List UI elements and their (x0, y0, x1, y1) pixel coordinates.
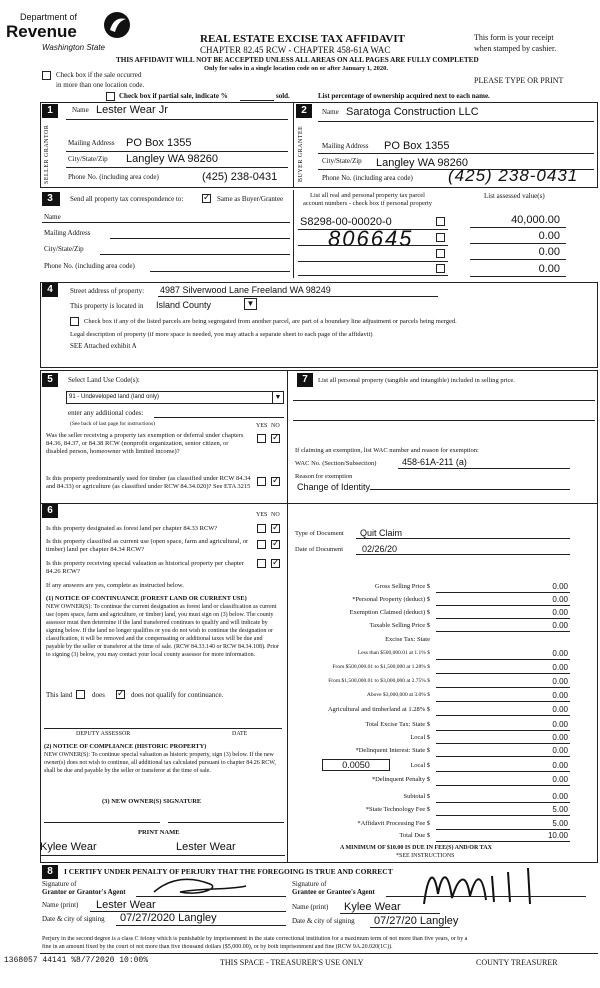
partial-sale-label: Check box if partial sale, indicate % (119, 92, 228, 100)
tax-row-label: Total Excise Tax: State $ (365, 721, 430, 728)
tax-row-label: Exemption Claimed (deduct) $ (349, 609, 430, 616)
sec6-q3: Is this property receiving special valuation as historical property per chapter 84.26 RCW? (46, 560, 244, 575)
tax-row-line (436, 841, 570, 842)
tax-row-label: Less than $500,000.01 at 1.1% $ (357, 650, 430, 656)
grantee-name-line (340, 913, 440, 914)
grantee-sig-label-1: Signature of (292, 880, 327, 888)
land-does-label: does (92, 691, 105, 699)
grantor-name-label: Name (print) (42, 901, 79, 909)
dept-label: Department of (20, 12, 78, 22)
doctype-value[interactable]: Quit Claim (360, 528, 403, 538)
landuse-label: Select Land Use Code(s): (68, 376, 140, 384)
seller-name-value[interactable]: Lester Wear Jr (96, 104, 168, 116)
parcel-line-1 (298, 229, 448, 230)
sec6-q2: Is this property classified as current use (open space, farm and agricultural, or timber) land per chapter 84.34 RCW? (46, 538, 249, 553)
section-8-badge: 8 (42, 865, 58, 879)
grantee-sig-line (386, 896, 586, 897)
sec3-mail-line (110, 238, 290, 239)
tax-row-label: Total Due $ (399, 832, 430, 839)
section-7-badge: 7 (297, 373, 313, 387)
tax-row-label: *Affidavit Processing Fee $ (357, 820, 430, 827)
tax-row-label: From $500,000.01 to $1,500,000 at 1.28% $ (332, 664, 430, 670)
docdate-value[interactable]: 02/26/20 (362, 544, 398, 554)
tax-row-line (436, 743, 570, 744)
receipt-note-2: when stamped by cashier. (474, 44, 557, 53)
seller-phone-value[interactable]: (425) 238-0431 (202, 171, 278, 183)
seller-name-label: Name (72, 106, 89, 114)
section-1-badge: 1 (42, 104, 58, 118)
addl-codes-line (154, 417, 284, 418)
section-3-badge: 3 (42, 192, 58, 206)
buyer-phone-value[interactable]: (425) 238-0431 (448, 166, 579, 185)
sec3-phone-line (150, 271, 290, 272)
tax-row-label: From $1,500,000.01 to $3,000,000 at 2.75% $ (328, 678, 430, 684)
partial-sale-pct-line (240, 100, 274, 101)
landuse-select[interactable] (66, 391, 284, 404)
tax-row-value[interactable]: 0.00 (552, 746, 568, 755)
wac-value[interactable]: 458-61A-211 (a) (402, 457, 467, 467)
notice-2-body: NEW OWNER(S): To continue special valuation as historic property, sign (3) below. If the new owner(s) does not wish to continue, all additional tax calculated pursuant to chapter 84.26 RCW, shall be due and payable by the seller or transferor at the time of sale. (44, 752, 276, 774)
tax-row-value[interactable]: 0.00 (552, 775, 568, 784)
notice-3-title: (3) NEW OWNER(S) SIGNATURE (102, 798, 202, 805)
seller-city-label: City/State/Zip (68, 155, 108, 163)
sec5-q1: Was the seller receiving a property tax exemption or deferral under chapters 84.36, 84.37, or 84.38 RCW (nonprofit organization, senior citizen, or disabled person, homeowner with limited income)? (46, 432, 244, 455)
form-warning: THIS AFFIDAVIT WILL NOT BE ACCEPTED UNLESS ALL AREAS ON ALL PAGES ARE FULLY COMPLETED (116, 56, 479, 64)
if-any-yes: If any answers are yes, complete as instructed below. (46, 582, 184, 589)
section-4-badge: 4 (42, 283, 58, 297)
local-rate-box[interactable] (322, 759, 390, 771)
assessed-line-2 (470, 243, 566, 244)
treasurer-use: THIS SPACE - TREASURER'S USE ONLY (220, 958, 364, 967)
assessed-line-4 (470, 276, 566, 277)
notice-1-body: NEW OWNER(S): To continue the current designation as forest land or classification as current use (open space, farm and agriculture, or timber) land, you must sign on (3) below. The county assessor must then determine if the land transferred continues to qualify and will indicate by signing below. If the land no longer qualifies or you do not wish to continue the designation or classification, it will be removed and the compensating or additional taxes will be due and payable by the seller or transferor at the time of sale. (RCW 84.33.140 or RCW 84.34.108). Prior to signing (3) below, you may contact your local county assessor for more information. (46, 604, 280, 658)
county-dropdown[interactable] (244, 298, 257, 310)
form-title: REAL ESTATE EXCISE TAX AFFIDAVIT (200, 33, 405, 45)
tax-row-value[interactable]: 0.00 (552, 582, 568, 591)
land-does-checkbox[interactable] (76, 690, 85, 699)
grantor-date-value[interactable]: 07/27/2020 Langley (120, 912, 217, 924)
tax-row-line (436, 756, 570, 757)
type-or-print: PLEASE TYPE OR PRINT (474, 76, 564, 85)
parcel-handwritten: 806645 (328, 226, 414, 251)
tax-row-value[interactable]: 0.00 (552, 705, 568, 714)
exempt-label: If claiming an exemption, list WAC number and reason for exemption: (295, 447, 479, 454)
sec5-q1-no[interactable] (271, 434, 280, 443)
grantor-signature[interactable] (150, 874, 250, 898)
tax-row-line (436, 618, 570, 619)
tax-row-line (436, 815, 570, 816)
same-as-buyer-checkbox[interactable] (202, 194, 211, 203)
section-2-badge: 2 (296, 104, 312, 118)
this-land-label: This land (46, 691, 73, 699)
tax-row-line (436, 592, 570, 593)
addl-codes-label: enter any additional codes: (68, 409, 144, 417)
assessed-value-1[interactable]: 40,000.00 (511, 214, 560, 226)
partial-sale-checkbox[interactable] (106, 92, 115, 101)
tax-row-label: Agricultural and timberland at 1.28% $ (327, 706, 430, 713)
minimum-note: A MINIMUM OF $10.00 IS DUE IN FEE(S) AND/OR TAX (340, 845, 492, 851)
parcel-2-checkbox[interactable] (436, 233, 445, 242)
seller-city-value[interactable]: Langley WA 98260 (126, 153, 218, 165)
tax-row-line (436, 771, 570, 772)
tax-row-label: *Personal Property (deduct) $ (352, 596, 430, 603)
grantee-signature[interactable] (418, 864, 568, 908)
tax-row-line (436, 829, 570, 830)
county-treasurer: COUNTY TREASURER (476, 958, 558, 967)
sec7-line-2 (293, 420, 595, 421)
certify-text: I CERTIFY UNDER PENALTY OF PERJURY THAT THE FOREGOING IS TRUE AND CORRECT (64, 867, 393, 876)
tax-row-label: Excise Tax: State (385, 636, 430, 643)
brand-label: Revenue (6, 22, 77, 41)
sec6-q2-yes[interactable] (257, 540, 266, 549)
tax-row-value[interactable]: 0.00 (552, 649, 568, 658)
reason-value[interactable]: Change of Identity (297, 482, 371, 492)
sec6-no: NO (271, 512, 280, 518)
grantor-sig-label-1: Signature of (42, 880, 77, 888)
buyer-side-label: BUYER GRANTEE (298, 125, 304, 183)
sec3-phone-label: Phone No. (including area code) (44, 262, 135, 270)
seller-city-line (66, 167, 288, 168)
landuse-value: 91 - Undeveloped land (land only) (69, 394, 160, 400)
tax-row-value[interactable]: 0.00 (552, 792, 568, 801)
dor-logo-icon (102, 10, 132, 40)
sec5-yes: YES (256, 423, 268, 429)
wac-label: WAC No. (Section/Subsection) (295, 460, 377, 467)
perjury-line-1: Perjury in the second degree is a class C felony which is punishable by imprisonment in the state correctional institution for a maximum term of not more than five years, or by a (42, 936, 468, 942)
county-label: This property is located in (70, 302, 144, 310)
parcel-1-value[interactable]: S8298-00-00020-0 (300, 216, 392, 228)
sec5-q1-yes[interactable] (257, 434, 266, 443)
tax-row-line (436, 605, 570, 606)
tax-row-label: Local $ (410, 762, 430, 769)
buyer-phone-label: Phone No. (including area code) (322, 174, 413, 182)
tax-row-value[interactable]: 0.00 (552, 621, 568, 630)
grantee-name-value[interactable]: Kylee Wear (344, 901, 401, 913)
county-value[interactable]: Island County (156, 300, 212, 310)
sec5-no: NO (271, 423, 280, 429)
seller-side-label: SELLER GRANTOR (44, 124, 50, 184)
section-5-badge: 5 (42, 373, 58, 387)
buyer-mail-line (318, 153, 594, 154)
chevron-down-icon: ▼ (272, 392, 283, 403)
sec7-line-1 (293, 400, 595, 401)
assessed-header: List assessed value(s) (484, 192, 545, 200)
buyer-name-value[interactable]: Saratoga Construction LLC (346, 106, 479, 118)
tax-row-line (436, 785, 570, 786)
sec6-q3-no[interactable] (271, 559, 280, 568)
sec3-name-line (42, 222, 290, 223)
tax-row-line (436, 687, 570, 688)
sec6-q1-yes[interactable] (257, 524, 266, 533)
seller-mail-label: Mailing Address (68, 139, 115, 147)
section-3-bar (58, 192, 60, 206)
local-rate-value: 0.0050 (342, 760, 370, 770)
tax-row-value[interactable]: 0.00 (552, 608, 568, 617)
sec6-q1-no[interactable] (271, 524, 280, 533)
dor-logo (2, 4, 132, 56)
grantor-date-line (116, 925, 286, 926)
sec3-city-line (100, 254, 290, 255)
tax-row-line (436, 659, 570, 660)
parcel-1-checkbox[interactable] (436, 217, 445, 226)
grantor-date-label: Date & city of signing (42, 915, 105, 923)
sec6-yes: YES (256, 512, 268, 518)
same-as-buyer-label: Same as Buyer/Grantee (217, 195, 284, 203)
tax-row-value[interactable]: 5.00 (552, 819, 568, 828)
tax-row-label: *Delinquent Penalty $ (371, 776, 430, 783)
tax-row-label: Local $ (410, 734, 430, 741)
wac-line (398, 468, 570, 469)
tax-row-label: Above $3,000,000 at 3.0% $ (366, 692, 430, 698)
tax-row-line (436, 715, 570, 716)
tax-row-value[interactable]: 0.00 (552, 691, 568, 700)
receipt-note-1: This form is your receipt (474, 33, 554, 42)
tax-row-value[interactable]: 0.00 (552, 733, 568, 742)
land-doesnot-label: does not qualify for continuance. (131, 691, 224, 699)
sec3-name-label: Name (44, 213, 61, 221)
tax-row-line (436, 631, 570, 632)
owner-sig-line-2 (168, 822, 284, 823)
buyer-mail-value[interactable]: PO Box 1355 (384, 140, 450, 152)
sec5-q2-no[interactable] (271, 477, 280, 486)
tax-row-label: *Delinquent Interest: State $ (355, 747, 430, 754)
assessed-value-2[interactable]: 0.00 (538, 230, 560, 242)
print-name-label: PRINT NAME (138, 829, 180, 836)
street-label: Street address of property: (70, 287, 145, 295)
assessed-line-3 (470, 259, 566, 260)
mid-divider (287, 370, 288, 863)
tax-row-value[interactable]: 0.00 (552, 720, 568, 729)
legal-label: Legal description of property (if more space is needed, you may attach a separate sheet to each page of the affidavit) (70, 331, 373, 338)
doctype-label: Type of Document (295, 530, 344, 537)
grantor-sig-label-2: Grantor or Grantor's Agent (42, 888, 126, 896)
sec3-divider (293, 190, 294, 278)
tax-row-label: Subtotal $ (403, 793, 430, 800)
grantee-date-line (370, 927, 450, 928)
tax-row-line (436, 673, 570, 674)
partial-sold-label: sold. (276, 92, 290, 100)
reason-line (370, 489, 570, 490)
seller-name-line (66, 119, 288, 120)
print-name-line (40, 855, 285, 856)
assessed-value-3[interactable]: 0.00 (538, 246, 560, 258)
tax-row-value[interactable]: 10.00 (547, 831, 568, 840)
docdate-line (356, 554, 570, 555)
sec6-q1: Is this property designated as forest land per chapter 84.33 RCW? (46, 525, 218, 532)
tax-row-line (436, 802, 570, 803)
multi-location-label-2: in more than one location code. (56, 81, 145, 89)
print-name-1[interactable]: Kylee Wear (40, 841, 97, 853)
buyer-city-label: City/State/Zip (322, 157, 362, 165)
tax-row-value[interactable]: 0.00 (552, 761, 568, 770)
multi-location-label-1: Check box if the sale occurred (56, 71, 142, 79)
notice-2-title: (2) NOTICE OF COMPLIANCE (HISTORIC PROPERTY) (44, 743, 207, 750)
buyer-mail-label: Mailing Address (322, 142, 369, 150)
sec6-q2-no[interactable] (271, 540, 280, 549)
grantee-date-label: Date & city of signing (292, 917, 355, 925)
grantee-date-value[interactable]: 07/27/20 Langley (374, 915, 459, 927)
parcel-line-3 (298, 261, 448, 262)
sec7-title: List all personal property (tangible and intangible) included in selling price. (318, 377, 515, 384)
buyer-name-line (318, 121, 594, 122)
sec5-q2-yes[interactable] (257, 477, 266, 486)
parcel-line-4 (298, 275, 448, 276)
deputy-label: DEPUTY ASSESSOR (76, 731, 131, 737)
tax-row-value[interactable]: 0.00 (552, 663, 568, 672)
tax-row-line (436, 701, 570, 702)
print-name-2[interactable]: Lester Wear (176, 841, 236, 853)
tax-row-label: Gross Selling Price $ (374, 583, 430, 590)
buyer-city-value[interactable]: Langley WA 98260 (376, 157, 468, 169)
reason-label: Reason for exemption (295, 473, 353, 480)
sec6-top-line (40, 503, 287, 504)
street-value[interactable]: 4987 Silverwood Lane Freeland WA 98249 (160, 285, 331, 295)
chevron-down-icon: ▼ (246, 299, 255, 308)
grantee-sig-label-2: Grantee or Grantee's Agent (292, 888, 375, 896)
grantor-sig-line (136, 896, 286, 897)
state-label: Washington State (42, 43, 106, 52)
sec6-q3-yes[interactable] (257, 559, 266, 568)
form-chapter: CHAPTER 82.45 RCW - CHAPTER 458-61A WAC (200, 45, 391, 55)
form-only: Only for sales in a single location code on or after January 1, 2020. (204, 65, 388, 72)
parcel-header-1: List all real and personal property tax parcel (310, 192, 425, 199)
docdate-label: Date of Document (295, 546, 344, 553)
tax-row-label: Taxable Selling Price $ (369, 622, 430, 629)
seller-phone-label: Phone No. (including area code) (68, 173, 159, 181)
owner-sig-line-1 (44, 822, 160, 823)
tax-row-value[interactable]: 5.00 (552, 805, 568, 814)
recording-stamp: 1368057 44141 %8/7/2020 10:00% (4, 956, 149, 965)
segregated-checkbox[interactable] (70, 317, 79, 326)
section-divider (293, 102, 294, 188)
sec7-bottom (287, 503, 598, 504)
bottom-rule (40, 953, 598, 954)
land-doesnot-checkbox[interactable] (116, 690, 125, 699)
seller-mail-value[interactable]: PO Box 1355 (126, 137, 192, 149)
assessed-line-1 (470, 227, 566, 228)
pct-ownership-note: List percentage of ownership acquired next to each name. (318, 92, 490, 100)
parcel-3-checkbox[interactable] (436, 249, 445, 258)
deputy-line (44, 728, 282, 729)
doctype-line (356, 538, 570, 539)
tax-row-value[interactable]: 0.00 (552, 595, 568, 604)
assessed-value-4[interactable]: 0.00 (538, 263, 560, 275)
grantor-name-value[interactable]: Lester Wear (96, 899, 156, 911)
legal-value[interactable]: SEE Attached exhibit A (70, 342, 137, 350)
tax-row-label: *State Technology Fee $ (365, 806, 430, 813)
section-6-badge: 6 (42, 504, 58, 518)
multi-location-checkbox[interactable] (42, 71, 51, 80)
deputy-date-label: DATE (232, 731, 248, 737)
parcel-4-checkbox[interactable] (436, 264, 445, 273)
sec3-mail-label: Mailing Address (44, 229, 91, 237)
tax-row-value[interactable]: 0.00 (552, 677, 568, 686)
perjury-line-2: fine in an amount fixed by the court of not more than five thousand dollars ($5,000.00), or by both imprisonment and fine (RCW 9A.20.020(1C)). (42, 944, 393, 950)
sec3-send-label: Send all property tax correspondence to: (70, 195, 184, 203)
see-instructions: *SEE INSTRUCTIONS (396, 853, 455, 859)
sec3-city-label: City/State/Zip (44, 245, 84, 253)
parcel-header-2: account numbers - check box if personal property (303, 200, 433, 207)
buyer-name-label: Name (322, 108, 339, 116)
grantee-name-label: Name (print) (292, 903, 329, 911)
street-line (158, 296, 438, 297)
sec5-q2: Is this property predominantly used for timber (as classified under RCW 84.34 and 84.33) or agriculture (as classified under RCW 84.34.020)? See ETA 3215 (46, 475, 251, 490)
see-back-label: (See back of last page for instructions) (70, 421, 155, 427)
parcel-line-2 (298, 245, 448, 246)
segregated-label: Check box if any of the listed parcels are being segregated from another parcel, are part of a boundary line adjustment or parcels being merged. (84, 318, 457, 325)
tax-row-line (436, 730, 570, 731)
seller-mail-line (66, 151, 288, 152)
notice-1-title: (1) NOTICE OF CONTINUANCE (FOREST LAND OR CURRENT USE) (46, 595, 247, 602)
